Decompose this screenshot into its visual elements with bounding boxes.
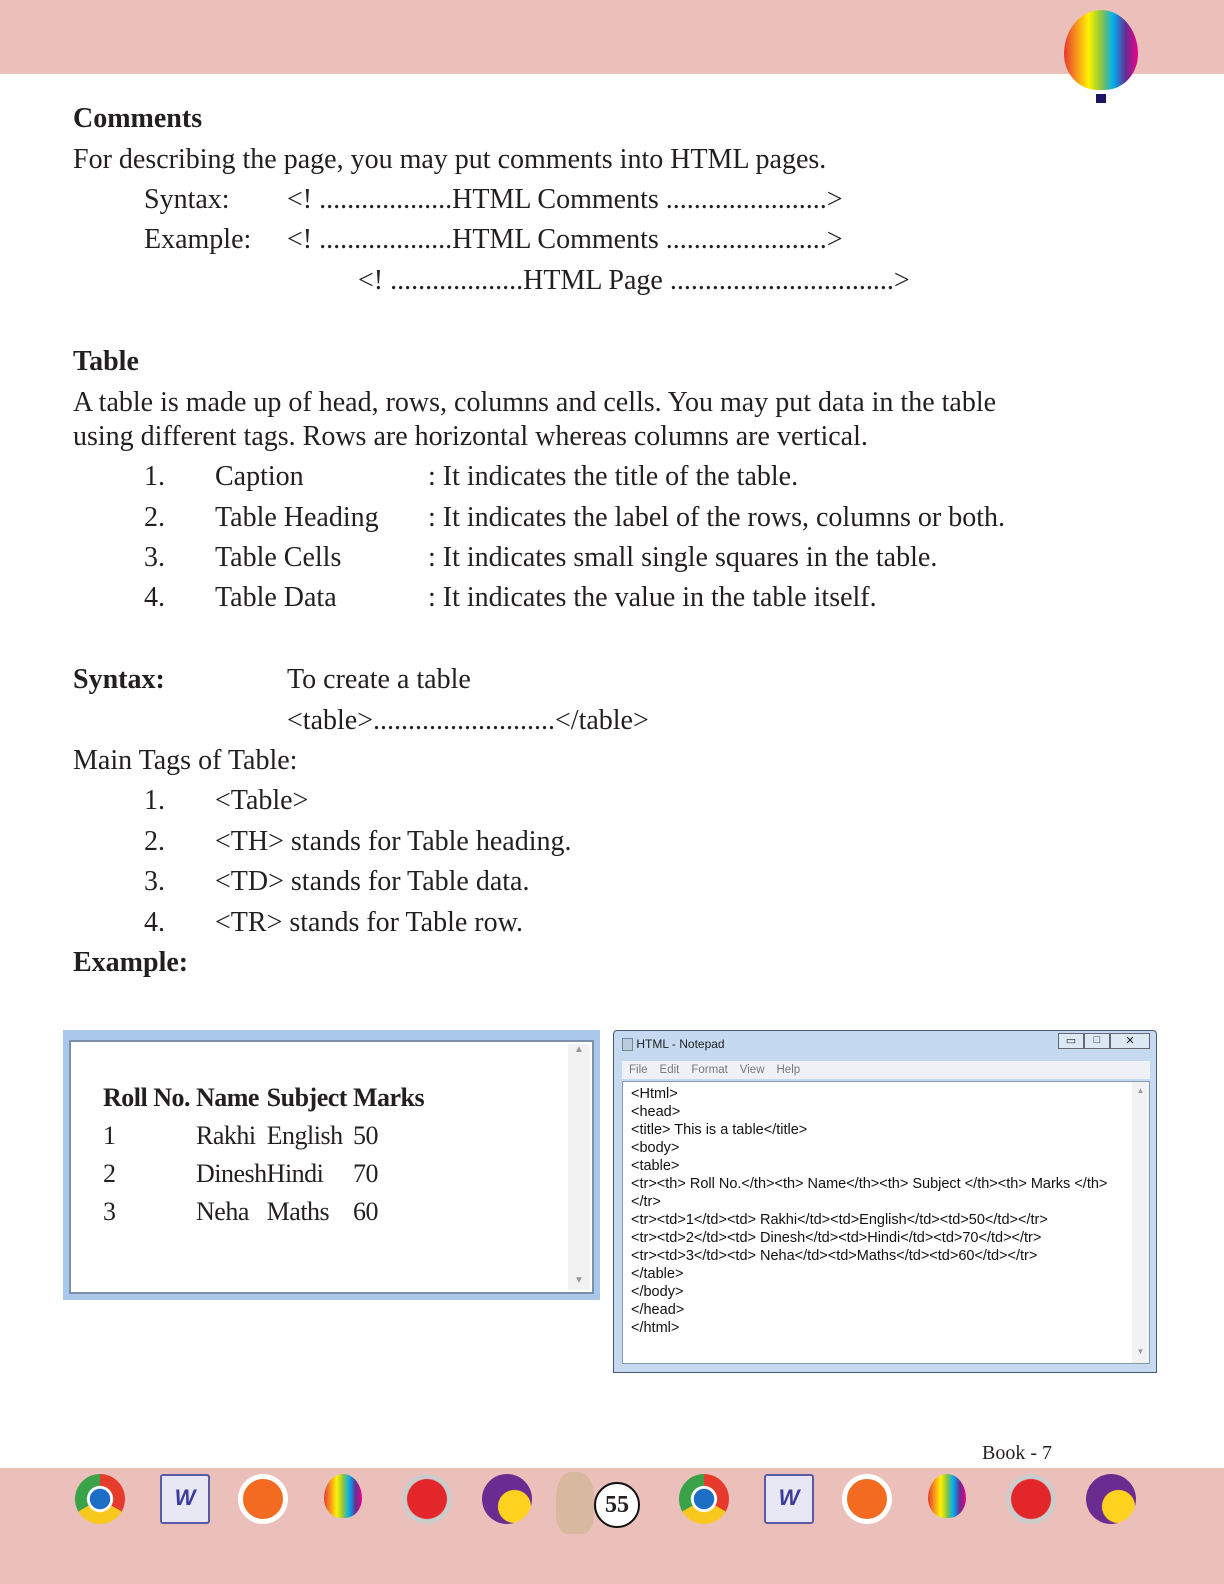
window-controls [1058, 1033, 1150, 1049]
menu-help[interactable]: Help [776, 1064, 801, 1076]
chrome-icon [75, 1474, 125, 1524]
comments-intro: For describing the page, you may put comments into HTML pages. [73, 144, 827, 175]
example-value-2: <! ...................HTML Page ................................> [358, 265, 910, 296]
table-row [103, 1193, 424, 1231]
mouse-mascot-icon [556, 1472, 594, 1534]
header-cell: Roll No. [103, 1082, 190, 1112]
window-title: HTML - Notepad [636, 1037, 725, 1051]
header-cell: Subject [266, 1082, 347, 1112]
code-line: <tr><td>1</td><td> Rakhi</td><td>English</td><td>50</td></tr> [631, 1212, 1048, 1228]
cell: English [266, 1121, 343, 1150]
code-line: </tr> [631, 1194, 661, 1210]
close-button[interactable]: ✕ [1110, 1033, 1150, 1049]
menu-file[interactable]: File [629, 1064, 648, 1076]
briefcase-app-icon [238, 1474, 288, 1524]
cell: 60 [352, 1197, 378, 1226]
briefcase-app-icon [842, 1474, 892, 1524]
list-number: 2. [144, 826, 165, 857]
table-heading: Table [73, 346, 139, 377]
syntax-code: <table>..........................</table> [287, 705, 649, 736]
list-term: Caption [215, 461, 304, 492]
code-line: <title> This is a table</title> [631, 1122, 808, 1138]
notepad-icon [622, 1038, 633, 1051]
table-row [103, 1117, 424, 1155]
fire-app-icon [402, 1474, 452, 1524]
chrome-icon [679, 1474, 729, 1524]
list-desc: : It indicates the title of the table. [428, 461, 799, 492]
page-number: 55 [594, 1482, 640, 1528]
list-number: 4. [144, 907, 165, 938]
word-icon: W [764, 1474, 814, 1524]
code-line: </table> [631, 1266, 684, 1282]
maximize-button[interactable]: □ [1084, 1033, 1110, 1049]
notepad-window [613, 1030, 1157, 1373]
notepad-text-area[interactable] [622, 1081, 1150, 1364]
example-value: <! ...................HTML Comments .......................> [287, 224, 843, 255]
example-heading: Example: [73, 947, 189, 978]
list-number: 1. [144, 785, 165, 816]
code-line: <tr><th> Roll No.</th><th> Name</th><th> Subject </th><th> Marks </th> [631, 1176, 1108, 1192]
list-desc: : It indicates small single squares in the table. [428, 542, 938, 573]
example-label: Example: [144, 224, 252, 255]
yahoo-messenger-icon [1086, 1474, 1136, 1524]
code-line: </body> [631, 1284, 684, 1300]
book-label: Book - 7 [982, 1442, 1052, 1464]
balloon-basket [1096, 94, 1106, 103]
list-term: Table Heading [215, 502, 379, 533]
table-row [103, 1155, 424, 1193]
balloon-logo-icon [1064, 10, 1138, 90]
browser-output-window [63, 1030, 600, 1300]
notepad-title-bar [622, 1037, 725, 1055]
cell: 1 [103, 1121, 116, 1150]
list-desc: : It indicates the value in the table itself. [428, 582, 877, 613]
list-term: Table Cells [215, 542, 342, 573]
code-line: <body> [631, 1140, 680, 1156]
header-cell: Name [196, 1082, 259, 1112]
table-para-1: A table is made up of head, rows, columns and cells. You may put data in the table [73, 387, 997, 418]
code-line: <table> [631, 1158, 680, 1174]
list-number: 1. [144, 461, 165, 492]
list-number: 3. [144, 866, 165, 897]
cell: 50 [352, 1121, 378, 1150]
code-line: <tr><td>3</td><td> Neha</td><td>Maths</td><td>60</td></tr> [631, 1248, 1038, 1264]
scroll-down-icon[interactable]: ▼ [574, 1275, 584, 1286]
list-text: <Table> [215, 785, 309, 816]
cell: Rakhi [196, 1121, 256, 1150]
minimize-button[interactable]: ▭ [1058, 1033, 1084, 1049]
list-term: Table Data [215, 582, 337, 613]
scroll-up-icon[interactable]: ▲ [574, 1044, 584, 1055]
syntax-label: Syntax: [144, 184, 230, 215]
list-number: 3. [144, 542, 165, 573]
menu-bar [622, 1061, 1150, 1079]
notepad-scrollbar[interactable]: ▲ ▼ [1132, 1082, 1149, 1363]
word-icon: W [160, 1474, 210, 1524]
comments-heading: Comments [73, 103, 203, 134]
cell: Hindi [266, 1159, 324, 1188]
list-desc: : It indicates the label of the rows, columns or both. [428, 502, 1005, 533]
list-number: 2. [144, 502, 165, 533]
code-line: </head> [631, 1302, 685, 1318]
list-number: 4. [144, 582, 165, 613]
code-line: <tr><td>2</td><td> Dinesh</td><td>Hindi</td><td>70</td></tr> [631, 1230, 1042, 1246]
cell: Maths [266, 1197, 330, 1226]
list-text: <TR> stands for Table row. [215, 907, 524, 938]
cell: 70 [352, 1159, 378, 1188]
header-band [0, 0, 1224, 74]
yahoo-messenger-icon [482, 1474, 532, 1524]
code-line: </html> [631, 1320, 680, 1336]
cell: Dinesh [196, 1159, 267, 1188]
table-header-row [103, 1078, 424, 1117]
fire-app-icon [1006, 1474, 1056, 1524]
menu-view[interactable]: View [739, 1064, 765, 1076]
balloon-icon [324, 1474, 362, 1518]
code-line: <Html> [631, 1086, 678, 1102]
syntax-heading: Syntax: [73, 664, 165, 695]
cell: Neha [196, 1197, 249, 1226]
list-text: <TD> stands for Table data. [215, 866, 530, 897]
cell: 2 [103, 1159, 116, 1188]
header-cell: Marks [352, 1082, 425, 1112]
code-line: <head> [631, 1104, 681, 1120]
syntax-text: To create a table [287, 664, 471, 695]
rendered-table [103, 1078, 424, 1231]
menu-format[interactable]: Format [691, 1064, 728, 1076]
browser-scrollbar[interactable] [568, 1044, 590, 1290]
main-tags-heading: Main Tags of Table: [73, 745, 298, 776]
table-para-2: using different tags. Rows are horizontal whereas columns are vertical. [73, 421, 868, 452]
list-text: <TH> stands for Table heading. [215, 826, 572, 857]
balloon-icon [928, 1474, 966, 1518]
cell: 3 [103, 1197, 116, 1226]
syntax-value: <! ...................HTML Comments .......................> [287, 184, 843, 215]
menu-edit[interactable]: Edit [659, 1064, 680, 1076]
